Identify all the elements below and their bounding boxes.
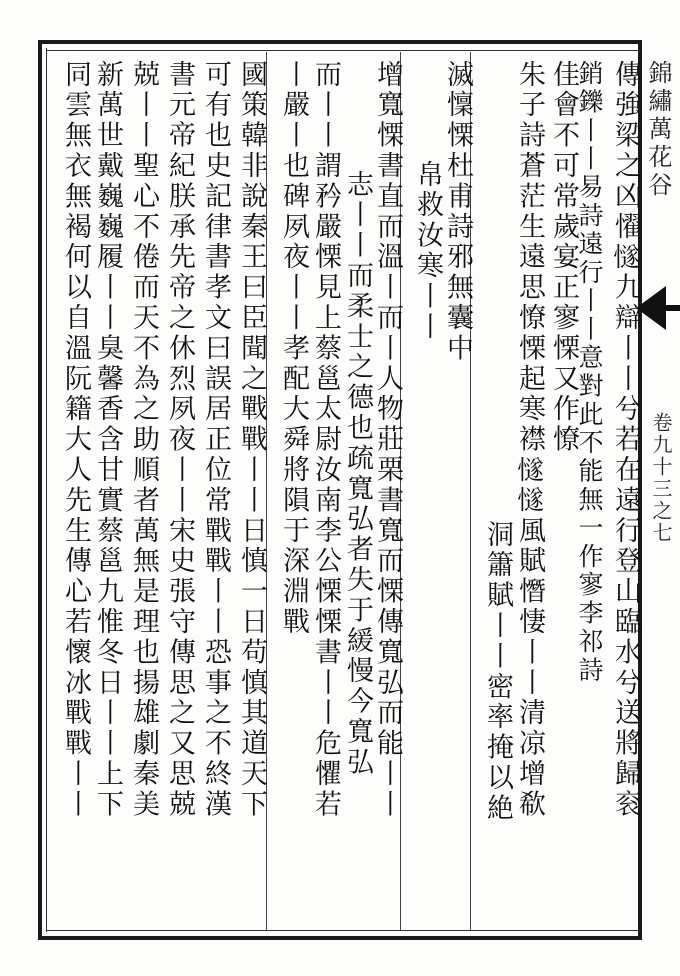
text-column-3: 佳會不可常歲宴正寥慄又作憭 xyxy=(548,60,579,456)
text-column-5: 洞簫賦丨丨密率掩以絶 xyxy=(482,520,513,824)
frame-inner-bottom-rule xyxy=(46,930,638,931)
text-column-9: 志丨丨而柔士之德也疏寬弘者失于緩慢今寬弘 xyxy=(342,170,373,778)
text-column-7: 帛救汝寒丨丨 xyxy=(412,160,443,343)
text-column-11: 丨嚴丨也碑夙夜丨丨孝配大舜將隕于深淵戰 xyxy=(278,60,309,638)
text-column-2: 銷鑠丨丨易詩遠行丨丨意對此不能無一作寥李祁詩 xyxy=(575,60,604,685)
text-column-8: 增寬慄書直而溫丨而丨人物莊栗書寬而慄傳寬弘而能丨丨 xyxy=(372,60,403,820)
text-column-14: 書元帝紀朕承先帝之休烈夙夜丨丨宋史張守傳思之又思兢 xyxy=(164,60,195,820)
text-column-16: 新萬世戴巍巍履丨丨臭馨香含甘實蔡邕九惟冬日丨丨上下 xyxy=(92,60,123,820)
text-column-13: 可有也史記律書孝文曰誤居正位常戰戰丨丨恐事之不終漢 xyxy=(200,60,231,820)
volume-label: 卷九十三之七 xyxy=(649,412,673,544)
text-column-10: 而丨丨謂矜嚴慄見上蔡邕太尉汝南李公慄慄書丨丨危懼若 xyxy=(310,60,341,820)
text-column-1: 傳強梁之凶𢣷𢢝九辯丨丨兮若在遠行登山臨水兮送將歸衮 xyxy=(610,60,641,820)
frame-inner-top-rule xyxy=(46,50,638,51)
book-title: 錦繡萬花谷 xyxy=(644,60,672,200)
text-column-17: 同雲無衣無褐何以自溫阮籍大人先生傳心若懷冰戰戰丨丨 xyxy=(60,60,91,820)
text-column-12: 國策韓非說秦王曰臣聞之戰戰丨丨日慎一日苟慎其道天下 xyxy=(236,60,267,820)
frame-inner-left-rule xyxy=(46,48,47,932)
text-column-6: 滅懍慄杜甫詩邪無囊中 xyxy=(442,60,473,364)
text-column-4: 朱子詩蒼茫生遠思憭慄起寒襟𢢝𢢝風賦憯悽丨丨清凉增欷 xyxy=(514,60,545,820)
text-column-15: 兢丨丨聖心不倦而天不為之助順者萬無是理也揚雄劇秦美 xyxy=(128,60,159,820)
